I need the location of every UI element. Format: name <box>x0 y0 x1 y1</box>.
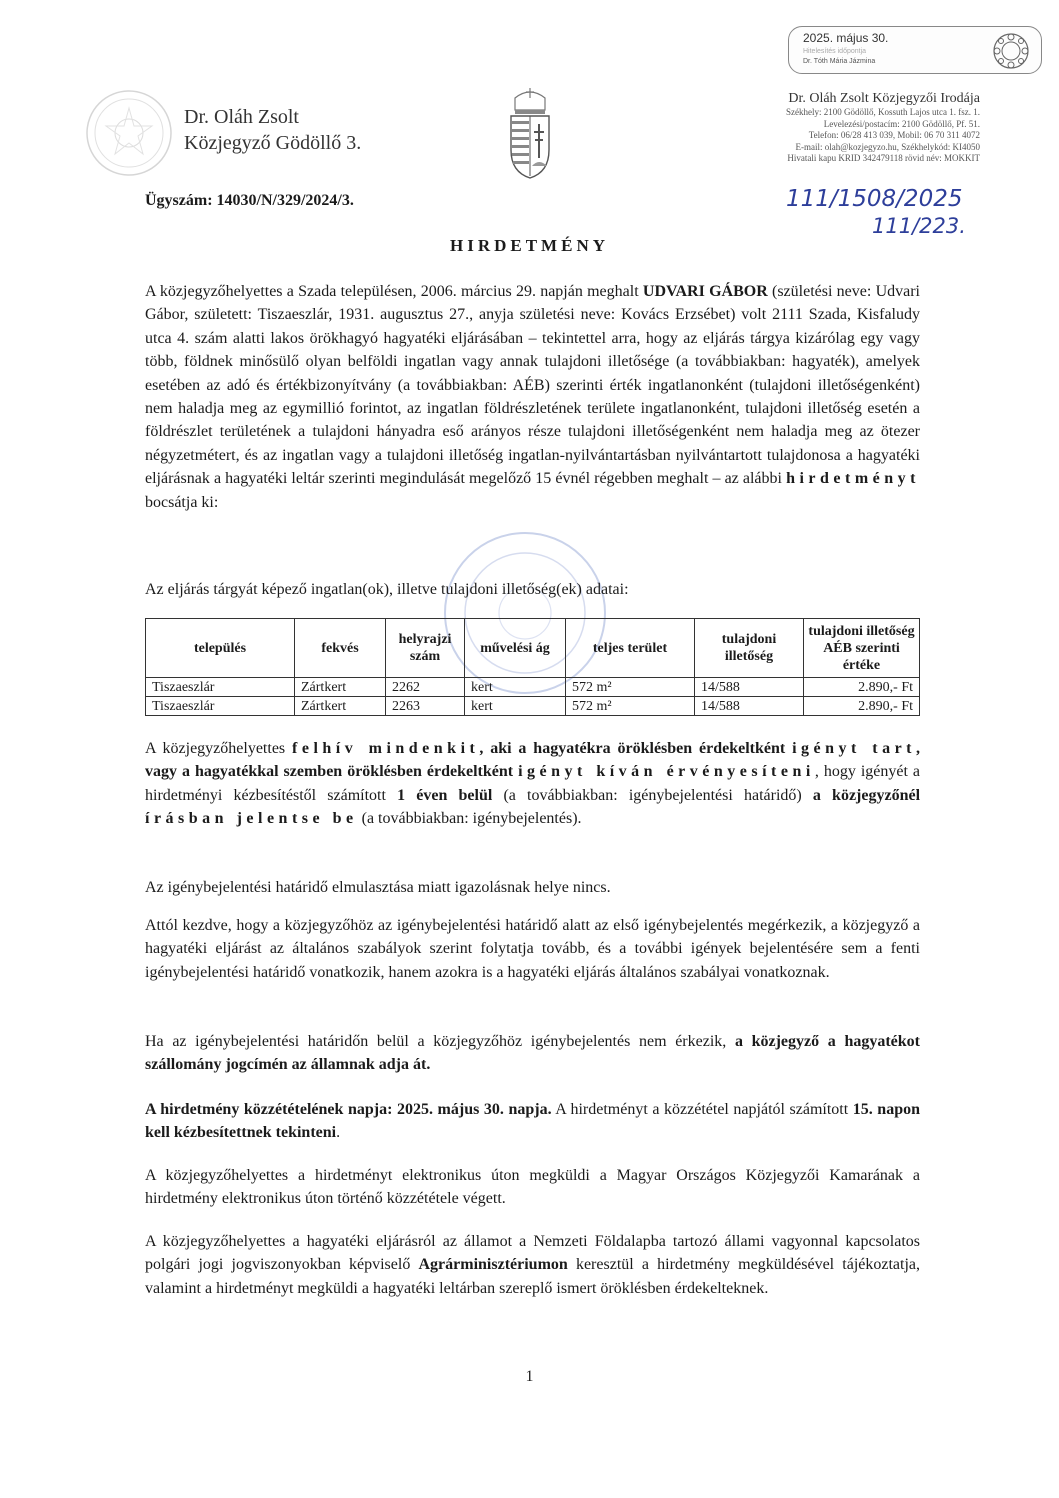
column-header: tulajdoni illetőség <box>695 619 804 678</box>
deadline-emphasis: 1 éven belül <box>397 786 493 804</box>
column-header: fekvés <box>295 619 386 678</box>
office-line: E-mail: olah@kozjegyzo.hu, Székhelykód: KI4050 <box>795 141 980 152</box>
handwritten-file-number: 111/223. <box>872 214 966 238</box>
text-run: A közjegyzőhelyettes <box>145 740 293 757</box>
deceased-name: UDVARI GÁBOR <box>642 283 768 300</box>
issuer-title: Közjegyző Gödöllő 3. <box>184 132 362 154</box>
table-cell: Tiszaeszlár <box>146 678 295 697</box>
issuer-block <box>184 104 361 156</box>
case-number: Ügyszám: 14030/N/329/2024/3. <box>145 192 354 209</box>
text-run: (a továbbiakban: igénybejelentési határidő) <box>492 786 813 804</box>
document-title: HIRDETMÉNY <box>449 236 609 255</box>
office-info <box>600 91 980 165</box>
property-table <box>145 618 920 716</box>
text-run: A közjegyzőhelyettes a hagyatéki eljárásról az államot a Nemzeti Földalapba tartozó állami vagyonnal kapcsolatos polgári jogi jogviszonyokban képviselő <box>145 1233 920 1274</box>
stamp-name: Dr. Tóth Mária Jázmina <box>803 58 876 65</box>
stamp-date: 2025. május 30. <box>803 31 889 45</box>
table-header-row <box>146 619 920 678</box>
spaced-emphasis: igényt tart <box>792 740 917 757</box>
office-line: Telefon: 06/28 413 039, Mobil: 06 70 311 4072 <box>808 130 980 141</box>
stamp-line: Hitelesítés időpontja <box>803 48 867 55</box>
table-cell: 2263 <box>386 697 465 716</box>
table-cell: 2262 <box>386 678 465 697</box>
table-cell: 572 m² <box>566 697 695 716</box>
text-run: 15. napon kell kézbesítettnek tekinteni <box>145 1101 921 1142</box>
publication-date: A hirdetmény közzétételének napja: 2025. május 30. napja. <box>145 1101 552 1118</box>
coat-of-arms-icon <box>505 88 555 180</box>
notary-seal-icon <box>84 88 174 178</box>
table-cell: 2.890,- Ft <box>804 697 920 716</box>
column-header: teljes terület <box>566 619 695 678</box>
call-to-claim-paragraph <box>145 737 920 831</box>
office-line: Levelezési/postacím: 2100 Gödöllő, Pf. 51. <box>823 118 980 129</box>
table-cell: Zártkert <box>295 697 386 716</box>
text-run: , vagy a hagyatékkal szemben öröklésben érdekeltként <box>145 740 921 781</box>
column-header: tulajdoni illetőség AÉB szerinti értéke <box>804 619 920 678</box>
chamber-logo-icon <box>991 31 1031 71</box>
office-name: Dr. Oláh Zsolt Közjegyzői Irodája <box>788 91 980 106</box>
spaced-emphasis: igényt kíván érvényesíteni <box>518 763 815 781</box>
spaced-emphasis: hirdetményt <box>786 470 920 488</box>
table-cell: 2.890,- Ft <box>804 678 920 697</box>
table-cell: Zártkert <box>295 678 386 697</box>
office-line: Hivatali kapu KRID 342479118 rövid név: MOKKIT <box>787 153 980 164</box>
text-run: a közjegyzőnél <box>812 786 921 804</box>
table-cell: kert <box>465 697 566 716</box>
text-run: Agrárminisztériumon <box>418 1256 568 1274</box>
column-header: település <box>146 619 295 678</box>
text-run: , aki a hagyatékra öröklésben érdekeltként <box>479 740 793 757</box>
column-header: művelési ág <box>465 619 566 678</box>
no-excuse-paragraph: Az igénybejelentési határidő elmulasztása miatt igazolásnak helye nincs. <box>145 879 611 896</box>
chamber-paragraph: A közjegyzőhelyettes a hirdetményt elektronikus úton megküldi a Magyar Országos Közjegyzői Kamarának a hirdetmény elektronikus úton történő közzététele végett. <box>145 1167 920 1208</box>
text-run: Ha az igénybejelentési határidőn belül a közjegyzőhöz igénybejelentés nem érkezik, <box>145 1033 735 1050</box>
text-run: , hogy igényét a hirdetményi kézbesítéstől számított <box>145 763 921 804</box>
table-cell: 14/588 <box>695 697 804 716</box>
spaced-emphasis: felhív mindenkit <box>292 740 480 757</box>
spaced-emphasis: írásban jelentse be <box>145 810 358 828</box>
text-run: bocsátja ki: <box>145 493 219 511</box>
text-run: (a továbbiakban: igénybejelentés). <box>357 810 582 828</box>
text-run: (születési neve: Udvari Gábor, született: Tiszaeszlár, 1931. augusztus 27., anyja születési neve: Kovács Erzsébet) volt 2111 Szada, Kisfaludy utca 4. szám alatti lakos örökhagyó hagyatéki eljárásában – tekintettel arra, hogy az eljárás tárgya kizárólag egy vagy több, földnek minősülő olyan belföldi ingatlan vagy annak tulajdoni illetősége (a továbbiakban: hagyaték), amelyek esetében az adó és értékbizonyítvány (a továbbiakban: AÉB) szerinti érték ingatlanonként (tulajdoni illetőségenként) nem haladja meg az egymillió forintot, az ingatlan földrészletének területe ingatlanonként, tulajdoni illetőség esetén a földrészlet területének a tulajdoni hányadra eső arányos része tulajdoni illetőségenként nem haladja meg az ötezer négyzetmétert, és az ingatlan vagy a tulajdoni illetőség ingatlan-nyilvántartásban nyilvántartott tulajdonosa a hagyatéki eljárásnak a hagyatéki leltár szerinti megindulását megelőző 15 évnél régebben meghalt – az alábbi <box>145 283 920 488</box>
escheat-paragraph <box>145 1030 920 1077</box>
table-cell: 14/588 <box>695 678 804 697</box>
table-cell: 572 m² <box>566 678 695 697</box>
ministry-paragraph <box>145 1230 920 1300</box>
issuer-name: Dr. Oláh Zsolt <box>184 106 299 128</box>
table-row <box>146 678 920 697</box>
office-line: Székhely: 2100 Gödöllő, Kossuth Lajos utca 1. fsz. 1. <box>786 107 980 117</box>
procedure-paragraph: Attól kezdve, hogy a közjegyzőhöz az igénybejelentési határidő alatt az első igénybejelentés megérkezik, a közjegyző a hagyatéki eljárást az általános szabályok szerint folytatja tovább, és a további igények bejelentésére sem a fenti igénybejelentési határidő vonatkozik, hanem azokra is a hagyatéki eljárás általános szabályai vonatkoznak. <box>145 917 920 981</box>
page-number: 1 <box>525 1368 534 1385</box>
table-intro: Az eljárás tárgyát képező ingatlan(ok), illetve tulajdoni illetőség(ek) adatai: <box>145 581 629 598</box>
text-run: . <box>336 1124 341 1142</box>
table-cell: kert <box>465 678 566 697</box>
handwritten-registration-number: 111/1508/2025 <box>786 186 963 212</box>
authentication-stamp <box>788 26 1042 74</box>
text-run: A közjegyzőhelyettes a Szada településen, 2006. március 29. napján meghalt <box>145 283 643 300</box>
text-run: keresztül a hirdetmény megküldésével tájékoztatja, valamint a hirdetményt megküldi a hagyatéki leltárban szereplő ismert öröklésben érdekelteknek. <box>145 1256 920 1297</box>
intro-paragraph <box>145 280 920 514</box>
text-run: A hirdetményt a közzététel napjától számított <box>551 1101 853 1118</box>
publication-paragraph <box>145 1098 920 1145</box>
table-cell: Tiszaeszlár <box>146 697 295 716</box>
column-header: helyrajzi szám <box>386 619 465 678</box>
text-run: a közjegyző a hagyatékot szállomány jogcímén az államnak adja át. <box>145 1033 921 1074</box>
table-row <box>146 697 920 716</box>
